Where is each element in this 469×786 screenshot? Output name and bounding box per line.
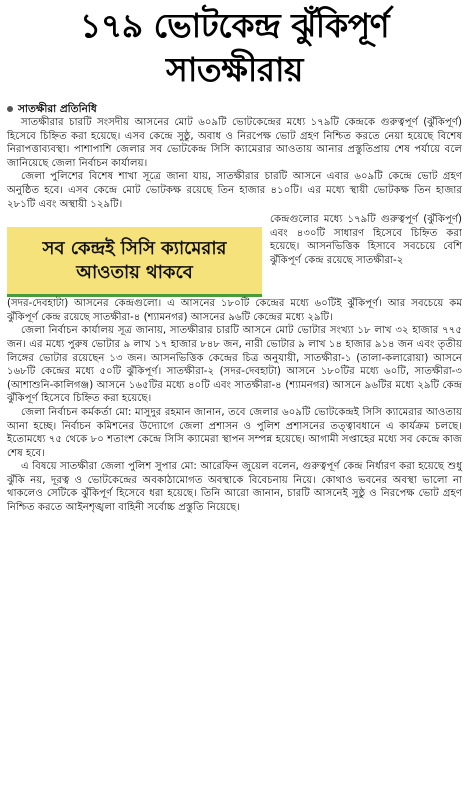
article-body-continued [7,297,462,515]
paragraph-4: জেলা নির্বাচন কর্মকর্তা মো: মাসুদুর রহমান জানান, তবে জেলার ৬০৯টি ভোটকেন্দ্রই সিসি ক্যামেরার আওতায় আনা হচ্ছে। নির্বাচন কমিশনের উদ্যোগে জেলা প্রশাসন ও পুলিশ প্রশাসনের তত্ত্বাবধানে এ কার্যক্রম চলছে। ইতোমধ্যে ৭৫ থেকে ৮০ শতাংশ কেন্দ্রে সিসি ক্যামেরা স্থাপন সম্পন্ন হয়েছে। আগামী সপ্তাহের মধ্যে সব কেন্দ্রে কাজ শেষ হবে। [7,406,462,459]
pull-quote [7,227,262,297]
paragraph-5: এ বিষয়ে সাতক্ষীরা জেলা পুলিশ সুপার মো: আরেফিন জুয়েল বলেন, গুরুত্বপূর্ণ কেন্দ্র নির্ধারণ করা হয়েছে শুধু ঝুঁকি নয়, দূরত্ব ও ভোটকেন্দ্রের অবকাঠামোগত অবস্থাকে বিবেচনায় নিয়ে। কোথাও ভবনের অবস্থা ভালো না থাকলেও সেটিকে ঝুঁকিপূর্ণ হিসেবে ধরা হয়েছে। তিনি আরো জানান, চারটি আসনেই সুষ্ঠু ও নিরপেক্ষ ভোট গ্রহণ নিশ্চিত করতে আইনশৃঙ্খলা বাহিনী সর্বোচ্চ প্রস্তুতি নিয়েছে। [7,461,462,514]
headline-line-2: সাতক্ষীরায় [166,50,303,89]
headline-line-1: ১৭৯ ভোটকেন্দ্র ঝুঁকিপূর্ণ [79,6,390,45]
paragraph-2: জেলা পুলিশের বিশেষ শাখা সূত্রে জানা যায়, সাতক্ষীরার চারটি আসনে এবার ৬০৯টি কেন্দ্রে ভোট গ্রহণ অনুষ্ঠিত হবে। এসব কেন্দ্রে মোট ভোটকক্ষ রয়েছে তিন হাজার ৪১০টি। এর মধ্যে স্থায়ী ভোটকক্ষ তিন হাজার ২৮১টি এবং অস্থায়ী ১২৯টি। [7,171,462,210]
headline [7,4,462,92]
paragraph-2-continued: (সদর-দেবহাটা) আসনের কেন্দ্রগুলো। এ আসনের ১৮০টি কেন্দ্রের মধ্যে ৬০টিই ঝুঁকিপূর্ণ। আর সবচেয়ে কম ঝুঁকিপূর্ণ কেন্দ্র রয়েছে সাতক্ষীরা-৪ (শ্যামনগর) আসনের ৯৬টি কেন্দ্রের মধ্যে ২৯টি। [7,298,462,323]
bullet-icon [7,106,13,112]
byline-text: সাতক্ষীরা প্রতিনিধি [18,103,97,115]
wrapped-paragraph: কেন্দ্রগুলোর মধ্যে ১৭৯টি গুরুত্বপূর্ণ (ঝুঁকিপূর্ণ) এবং ৪৩০টি সাধারণ হিসেবে চিহ্নিত করা হয়েছে। আসনভিত্তিক হিসাবে সবচেয়ে বেশি ঝুঁকিপূর্ণ কেন্দ্র রয়েছে সাতক্ষীরা-২ [270,214,462,266]
pull-quote-line-2: আওতায় থাকবে [76,261,193,283]
paragraph-1: সাতক্ষীরার চারটি সংসদীয় আসনের মোট ৬০৯টি ভোটকেন্দ্রের মধ্যে ১৭৯টি কেন্দ্রকে গুরুত্বপূর্ণ (ঝুঁকিপূর্ণ) হিসেবে চিহ্নিত করা হয়েছে। এসব কেন্দ্রে সুষ্ঠু, অবাধ ও নিরপেক্ষ ভোট গ্রহণ নিশ্চিত করতে নেয়া হয়েছে বিশেষ নিরাপত্তাব্যবস্থা। পাশাপাশি জেলার সব ভোটকেন্দ্র সিসি ক্যামেরার আওতায় আনার প্রস্তুতিপ্রায় শেষ পর্যায়ে বলে জানিয়েছে জেলা নির্বাচন কার্যালয়। [7,117,462,169]
pull-quote-block [7,213,462,297]
pull-quote-line-1: সব কেন্দ্রই সিসি ক্যামেরার [42,237,227,259]
paragraph-3: জেলা নির্বাচন কার্যালয় সূত্র জানায়, সাতক্ষীরার চারটি আসনে মোট ভোটার সংখ্যা ১৮ লাখ ৩২ হাজার ৭৭৫ জন। এর মধ্যে পুরুষ ভোটার ৯ লাখ ১৭ হাজার ৮৪৮ জন, নারী ভোটার ৯ লাখ ১৪ হাজার ৯১৪ জন এবং তৃতীয় লিঙ্গের ভোটার রয়েছেন ১৩ জন। আসনভিত্তিক কেন্দ্রের চিত্র অনুযায়ী, সাতক্ষীরা-১ (তালা-কলারোয়া) আসনে ১৬৮টি কেন্দ্রের মধ্যে ৫০টি ঝুঁকিপূর্ণ। সাতক্ষীরা-২ (সদর-দেবহাটা) আসনে ১৮০টির মধ্যে ৬০টি, সাতক্ষীরা-৩ (আশাশুনি-কালিগঞ্জ) আসনে ১৬৫টির মধ্যে ৪০টি এবং সাতক্ষীরা-৪ (শ্যামনগর) আসনে ৯৬টির মধ্যে ২৯টি কেন্দ্র ঝুঁকিপূর্ণ হিসেবে চিহ্নিত করা হয়েছে। [7,325,462,405]
article-body [7,116,462,211]
byline [7,102,462,116]
